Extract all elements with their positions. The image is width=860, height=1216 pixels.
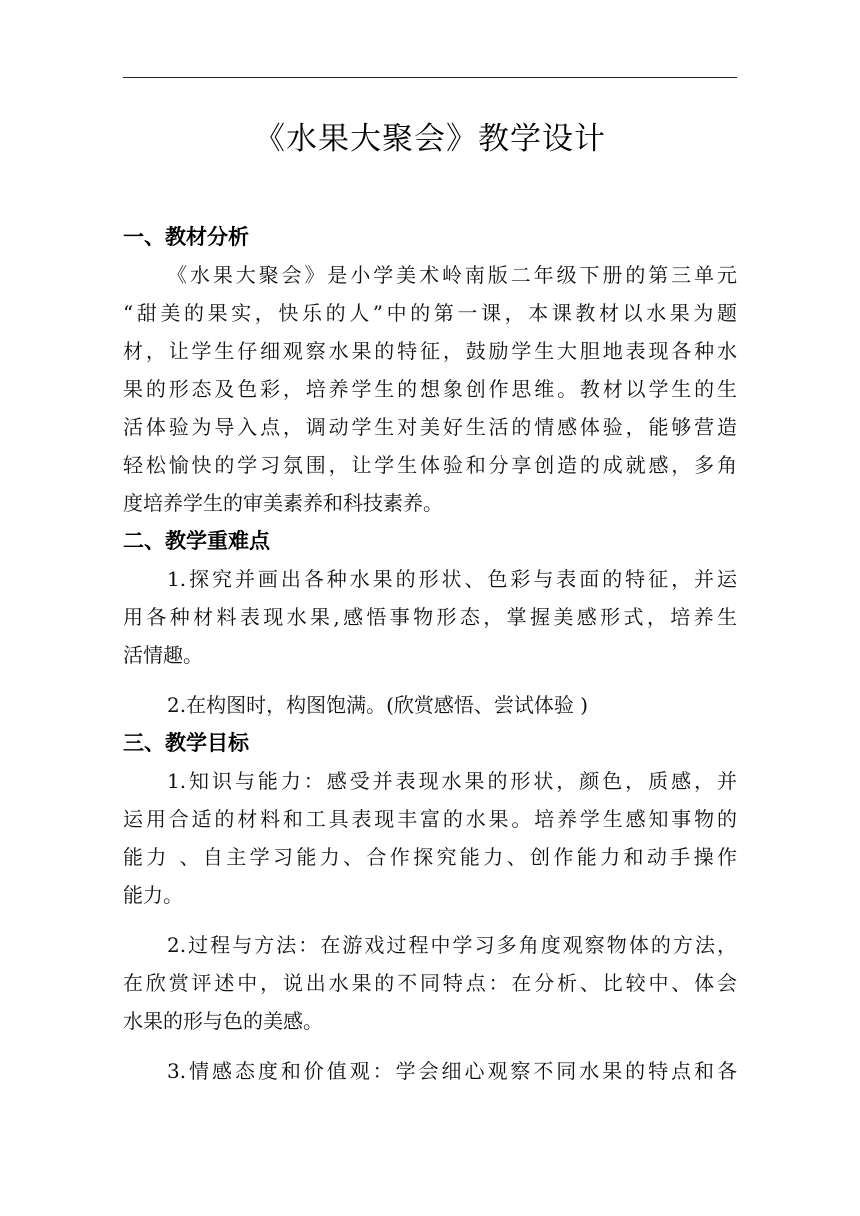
text-line: 轻松愉快的学习氛围，让学生体验和分享创造的成就感，多角 — [123, 453, 737, 477]
section-heading-materials-analysis: 一、教材分析 — [123, 225, 249, 249]
text-line: 在欣赏评述中，说出水果的不同特点：在分析、比较中、体会 — [123, 971, 737, 995]
section-heading-teaching-objectives: 三、教学目标 — [123, 731, 249, 755]
document-body — [123, 218, 737, 1090]
text-line: “甜美的果实，快乐的人”中的第一课，本课教材以水果为题 — [123, 301, 737, 325]
text-line: 度培养学生的审美素养和科技素养。 — [123, 491, 443, 515]
section-heading-key-points: 二、教学重难点 — [123, 529, 270, 553]
paragraph-key-point-2 — [123, 686, 737, 724]
text-line: 活体验为导入点，调动学生对美好生活的情感体验，能够营造 — [123, 415, 737, 439]
text-line: 用各种材料表现水果,感悟事物形态，掌握美感形式，培养生 — [123, 605, 737, 629]
text-line: 材，让学生仔细观察水果的特征，鼓励学生大胆地表现各种水 — [123, 339, 737, 363]
text-line: 运用合适的材料和工具表现丰富的水果。培养学生感知事物的 — [123, 807, 737, 831]
text-line: 2.在构图时，构图饱满。(欣赏感悟、尝试体验 ) — [167, 693, 589, 717]
paragraph-materials-analysis — [123, 256, 737, 522]
paragraph-objective-2 — [123, 926, 737, 1040]
text-line: 果的形态及色彩，培养学生的想象创作思维。教材以学生的生 — [123, 377, 737, 401]
text-line: 能力。 — [123, 883, 183, 907]
paragraph-objective-1 — [123, 762, 737, 914]
text-line: 1.知识与能力：感受并表现水果的形状，颜色，质感，并 — [167, 769, 737, 793]
paragraph-key-point-1 — [123, 560, 737, 674]
text-line: 活情趣。 — [123, 643, 203, 667]
text-line: 能力 、自主学习能力、合作探究能力、创作能力和动手操作 — [123, 845, 737, 869]
text-line: 3.情感态度和价值观：学会细心观察不同水果的特点和各 — [167, 1059, 737, 1083]
text-line: 水果的形与色的美感。 — [123, 1009, 323, 1033]
text-line: 2.过程与方法：在游戏过程中学习多角度观察物体的方法， — [167, 933, 737, 957]
document-title: 《水果大聚会》教学设计 — [254, 121, 606, 157]
paragraph-objective-3 — [123, 1052, 737, 1090]
text-line: 1.探究并画出各种水果的形状、色彩与表面的特征，并运 — [167, 567, 737, 591]
text-line: 《水果大聚会》是小学美术岭南版二年级下册的第三单元 — [167, 263, 737, 287]
header-rule — [123, 77, 737, 78]
